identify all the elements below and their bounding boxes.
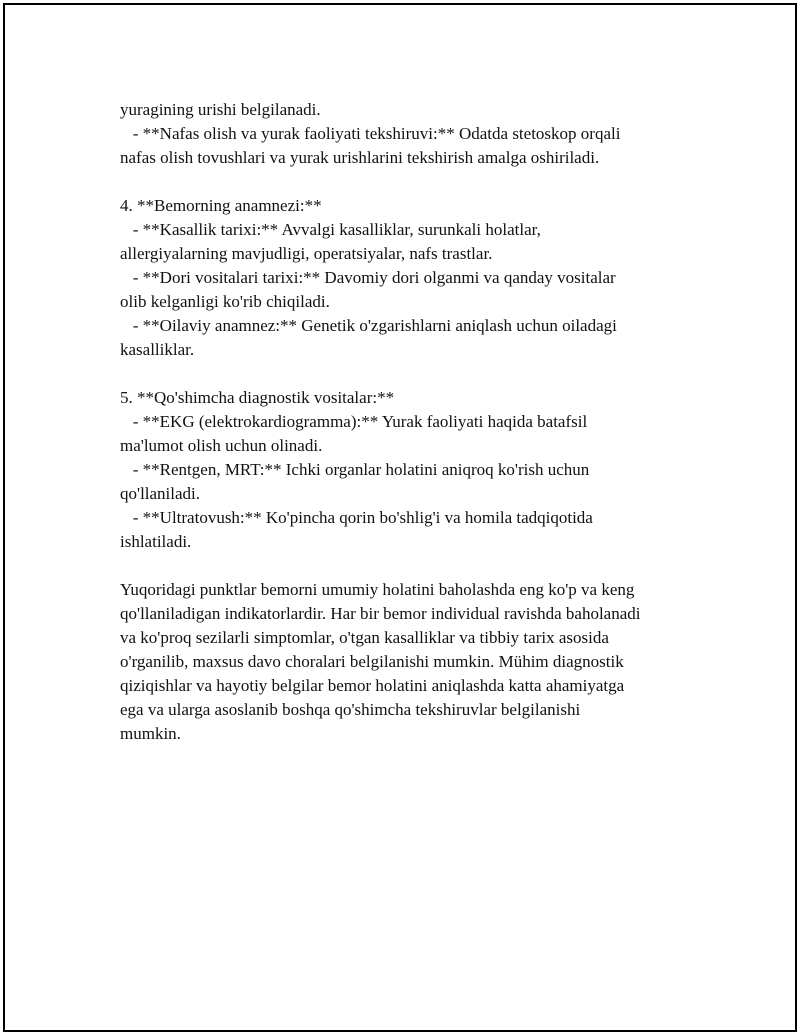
document-page: [3, 3, 797, 1032]
text-line: nafas olish tovushlari va yurak urishlarini tekshirish amalga oshiriladi.: [120, 148, 600, 167]
text-line: olib kelganligi ko'rib chiqiladi.: [120, 292, 330, 311]
paragraph-gap: [120, 170, 710, 194]
paragraph-gap: [120, 554, 710, 578]
section-heading: 5. **Qo'shimcha diagnostik vositalar:**: [120, 388, 395, 407]
text-line: kasalliklar.: [120, 340, 195, 359]
text-line: - **Oilaviy anamnez:** Genetik o'zgarishlarni aniqlash uchun oiladagi: [120, 316, 617, 335]
paragraph-gap: [120, 362, 710, 386]
text-line: qo'llaniladi.: [120, 484, 201, 503]
text-line: allergiyalarning mavjudligi, operatsiyalar, nafs trastlar.: [120, 244, 493, 263]
summary-line: ega va ularga asoslanib boshqa qo'shimcha tekshiruvlar belgilanishi: [120, 700, 581, 719]
summary-line: qiziqishlar va hayotiy belgilar bemor holatini aniqlashda katta ahamiyatga: [120, 676, 625, 695]
text-line: ishlatiladi.: [120, 532, 192, 551]
summary-line: o'rganilib, maxsus davo choralari belgilanishi mumkin. Mühim diagnostik: [120, 652, 624, 671]
document-body: [120, 98, 710, 746]
summary-line: qo'llaniladigan indikatorlardir. Har bir bemor individual ravishda baholanadi: [120, 604, 641, 623]
text-line: - **EKG (elektrokardiogramma):** Yurak faoliyati haqida batafsil: [120, 412, 588, 431]
summary-line: mumkin.: [120, 724, 181, 743]
text-line: - **Kasallik tarixi:** Avvalgi kasalliklar, surunkali holatlar,: [120, 220, 541, 239]
section-heading: 4. **Bemorning anamnezi:**: [120, 196, 322, 215]
text-line: - **Ultratovush:** Ko'pincha qorin bo'shlig'i va homila tadqiqotida: [120, 508, 593, 527]
summary-line: Yuqoridagi punktlar bemorni umumiy holatini baholashda eng ko'p va keng: [120, 580, 635, 599]
text-line: ma'lumot olish uchun olinadi.: [120, 436, 323, 455]
summary-line: va ko'proq sezilarli simptomlar, o'tgan kasalliklar va tibbiy tarix asosida: [120, 628, 609, 647]
text-line: yuragining urishi belgilanadi.: [120, 100, 321, 119]
text-line: - **Nafas olish va yurak faoliyati tekshiruvi:** Odatda stetoskop orqali: [120, 124, 621, 143]
text-line: - **Dori vositalari tarixi:** Davomiy dori olganmi va qanday vositalar: [120, 268, 616, 287]
text-line: - **Rentgen, MRT:** Ichki organlar holatini aniqroq ko'rish uchun: [120, 460, 590, 479]
